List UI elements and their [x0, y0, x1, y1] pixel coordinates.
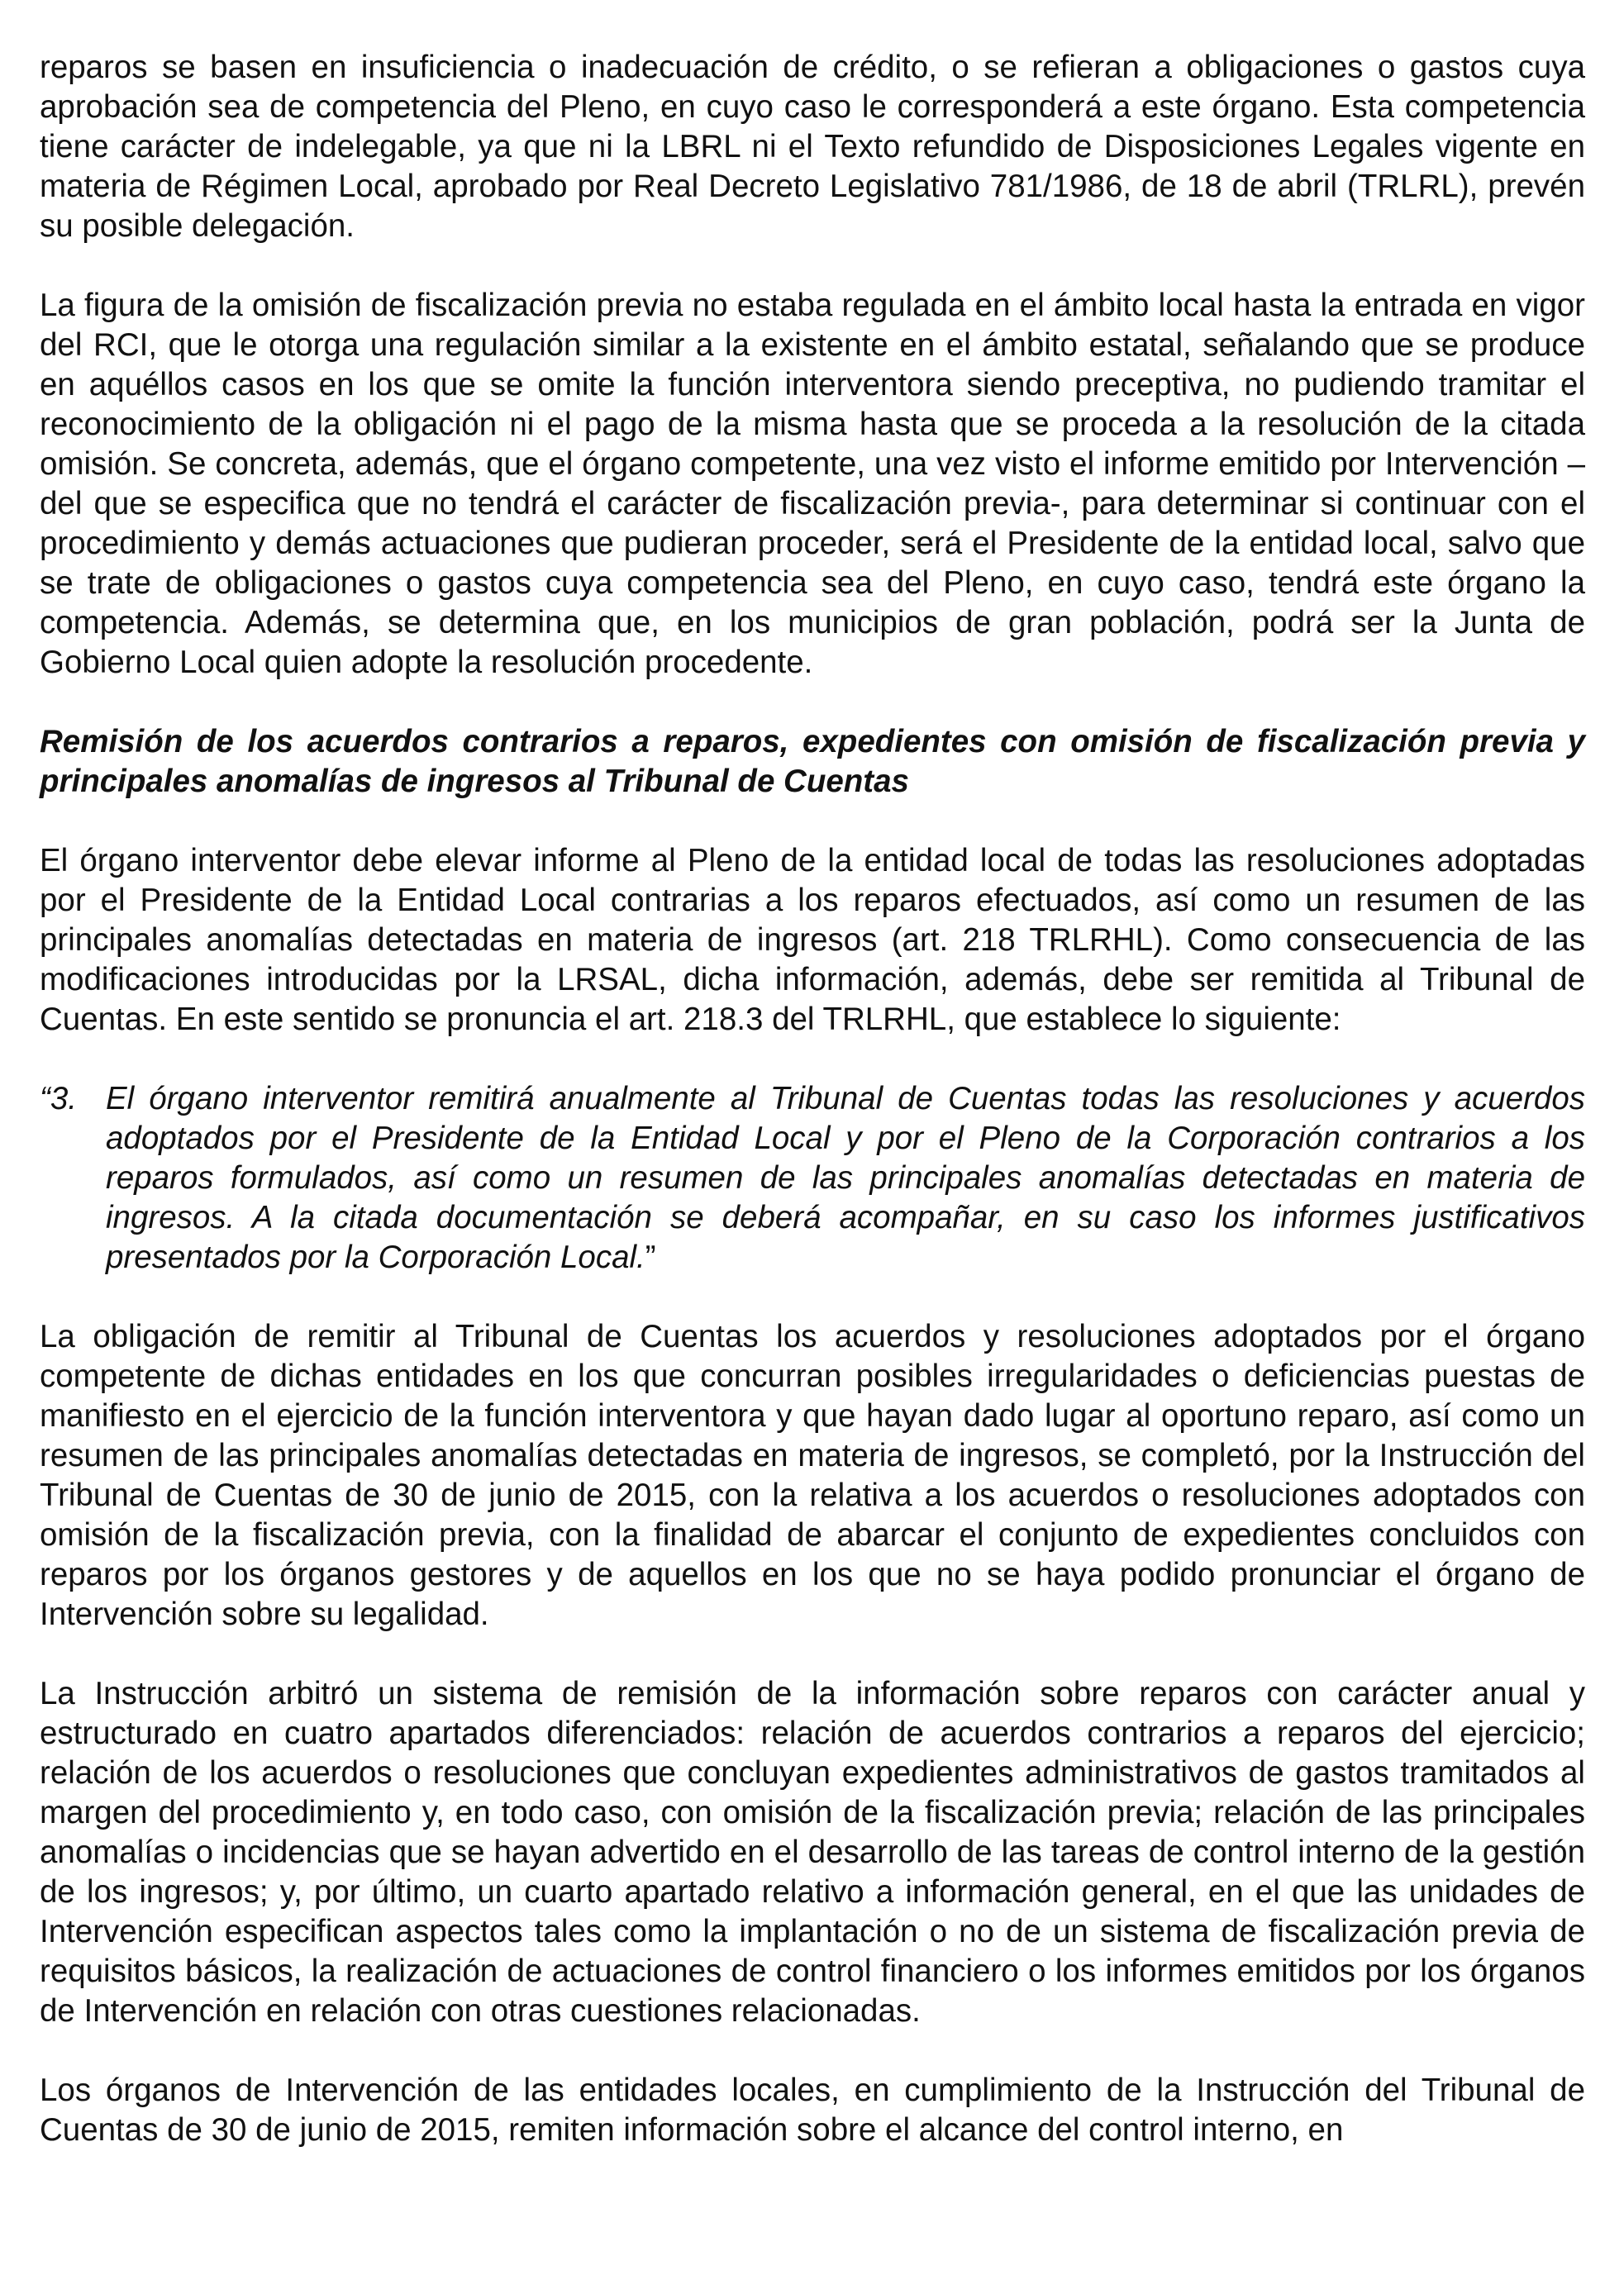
paragraph-instruccion-sistema: La Instrucción arbitró un sistema de remisión de la información sobre reparos con carácter anual y estructurado en cuatro apartados diferenciados: relación de acuerdos contrarios a reparos del ejercicio; relación de los acuerdos o resoluciones que concluyan expedientes administrativos de gastos tramitados al margen del procedimiento y, en todo caso, con omisión de la fiscalización previa; relación de las principales anomalías o incidencias que se hayan advertido en el desarrollo de las tareas de control interno de la gestión de los ingresos; y, por último, un cuarto apartado relativo a información general, en el que las unidades de Intervención especifican aspectos tales como la implantación o no de un sistema de fiscalización previa de requisitos básicos, la realización de actuaciones de control financiero o los informes emitidos por los órganos de Intervención en relación con otras cuestiones relacionadas. — [40, 1676, 1585, 2029]
quote-number: “3. — [40, 1081, 77, 1116]
section-heading: Remisión de los acuerdos contrarios a reparos, expedientes con omisión de fiscalización previa y principales anomalías de ingresos al Tribunal de Cuentas — [40, 724, 1585, 799]
paragraph-organo-interventor: El órgano interventor debe elevar informe al Pleno de la entidad local de todas las resoluciones adoptadas por el Presidente de la Entidad Local contrarias a los reparos efectuados, así como un resumen de las principales anomalías detectadas en materia de ingresos (art. 218 TRLRHL). Como consecuencia de las modificaciones introducidas por la LRSAL, dicha información, además, debe ser remitida al Tribunal de Cuentas. En este sentido se pronuncia el art. 218.3 del TRLRHL, que establece lo siguiente: — [40, 843, 1585, 1037]
paragraph-omision-fiscalizacion: La figura de la omisión de fiscalización previa no estaba regulada en el ámbito local hasta la entrada en vigor del RCI, que le otorga una regulación similar a la existente en el ámbito estatal, señalando que se produce en aquéllos casos en los que se omite la función interventora siendo preceptiva, no pudiendo tramitar el reconocimiento de la obligación ni el pago de la misma hasta que se proceda a la resolución de la citada omisión. Se concreta, además, que el órgano competente, una vez visto el informe emitido por Intervención –del que se especifica que no tendrá el carácter de fiscalización previa-, para determinar si continuar con el procedimiento y demás actuaciones que pudieran proceder, será el Presidente de la entidad local, salvo que se trate de obligaciones o gastos cuya competencia sea del Pleno, en cuyo caso, tendrá este órgano la competencia. Además, se determina que, en los municipios de gran población, podrá ser la Junta de Gobierno Local quien adopte la resolución procedente. — [40, 288, 1585, 680]
paragraph-obligacion-remitir: La obligación de remitir al Tribunal de Cuentas los acuerdos y resoluciones adoptados por el órgano competente de dichas entidades en los que concurran posibles irregularidades o deficiencias puestas de manifiesto en el ejercicio de la función interventora y que hayan dado lugar al oportuno reparo, así como un resumen de las principales anomalías detectadas en materia de ingresos, se completó, por la Instrucción del Tribunal de Cuentas de 30 de junio de 2015, con la relativa a los acuerdos o resoluciones adoptados con omisión de la fiscalización previa, con la finalidad de abarcar el conjunto de expedientes concluidos con reparos por los órganos gestores y de aquellos en los que no se haya podido pronunciar el órgano de Intervención sobre su legalidad. — [40, 1319, 1585, 1632]
quote-close-mark: ” — [645, 1240, 656, 1275]
paragraph-reparos-competencia: reparos se basen en insuficiencia o inadecuación de crédito, o se refieran a obligaciones o gastos cuya aprobación sea de competencia del Pleno, en cuyo caso le corresponderá a este órgano. Esta competencia tiene carácter de indelegable, ya que ni la LBRL ni el Texto refundido de Disposiciones Legales vigente en materia de Régimen Local, aprobado por Real Decreto Legislativo 781/1986, de 18 de abril (TRLRL), prevén su posible delegación. — [40, 50, 1585, 244]
document-page — [40, 48, 1585, 2190]
quote-body — [106, 1079, 1585, 1278]
legal-quote — [40, 1079, 1585, 1278]
paragraph-organos-intervencion: Los órganos de Intervención de las entidades locales, en cumplimiento de la Instrucción del Tribunal de Cuentas de 30 de junio de 2015, remiten información sobre el alcance del control interno, en — [40, 2073, 1585, 2148]
quote-text: El órgano interventor remitirá anualmente al Tribunal de Cuentas todas las resoluciones y acuerdos adoptados por el Presidente de la Entidad Local y por el Pleno de la Corporación contrarios a los reparos formulados, así como un resumen de las principales anomalías detectadas en materia de ingresos. A la citada documentación se deberá acompañar, en su caso los informes justificativos presentados por la Corporación Local. — [106, 1081, 1585, 1275]
